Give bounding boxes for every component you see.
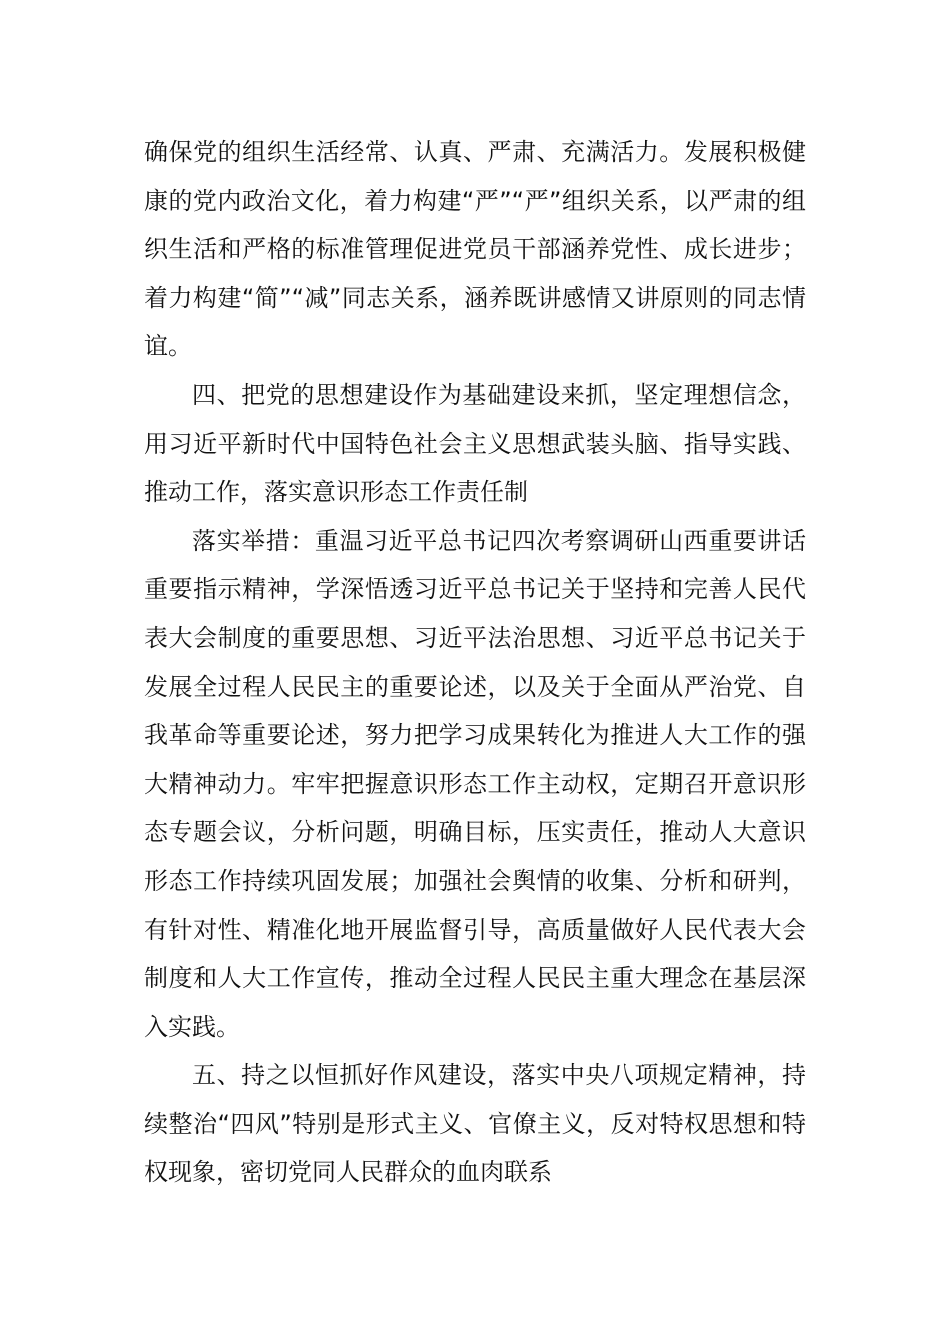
heading-section-four: 四、把党的思想建设作为基础建设来抓，坚定理想信念，用习近平新时代中国特色社会主义思想武装头脑、指导实践、推动工作，落实意识形态工作责任制	[144, 380, 806, 507]
paragraph-1: 确保党的组织生活经常、认真、严肃、充满活力。发展积极健康的党内政治文化，着力构建“严”“严”组织关系，以严肃的组织生活和严格的标准管理促进党员干部涵养党性、成长进步；着力构建“简”“减”同志关系，涵养既讲感情又讲原则的同志情谊。	[144, 138, 806, 361]
paragraph-measures: 落实举措：重温习近平总书记四次考察调研山西重要讲话重要指示精神，学深悟透习近平总书记关于坚持和完善人民代表大会制度的重要思想、习近平法治思想、习近平总书记关于发展全过程人民民主的重要论述，以及关于全面从严治党、自我革命等重要论述，努力把学习成果转化为推进人大工作的强大精神动力。牢牢把握意识形态工作主动权，定期召开意识形态专题会议，分析问题，明确目标，压实责任，推动人大意识形态工作持续巩固发展；加强社会舆情的收集、分析和研判，有针对性、精准化地开展监督引导，高质量做好人民代表大会制度和人大工作宣传，推动全过程人民民主重大理念在基层深入实践。	[144, 526, 806, 1041]
document-body	[144, 128, 806, 1197]
heading-section-five: 五、持之以恒抓好作风建设，落实中央八项规定精神，持续整治“四风”特别是形式主义、官僚主义，反对特权思想和特权现象，密切党同人民群众的血肉联系	[144, 1061, 806, 1187]
